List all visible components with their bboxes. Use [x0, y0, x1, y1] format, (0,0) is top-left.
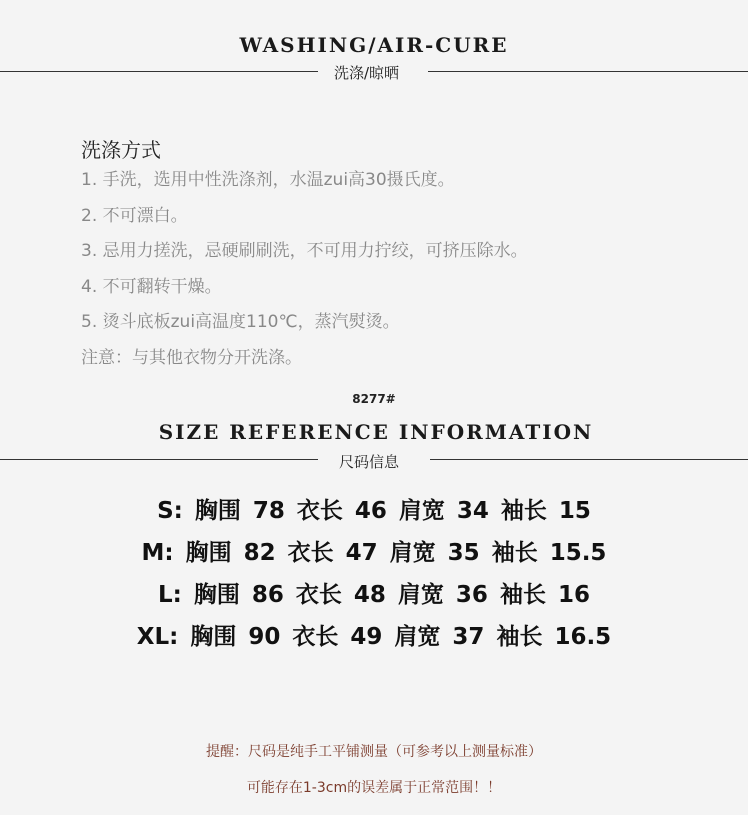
care-item: 5. 烫斗底板zui高温度110℃，蒸汽熨烫。 — [81, 312, 400, 332]
care-item: 4. 不可翻转干燥。 — [81, 276, 222, 297]
length-label: 衣长 — [295, 582, 342, 608]
washing-title-cn: 洗涤/晾晒 — [334, 64, 400, 82]
size-title-cn: 尺码信息 — [339, 453, 400, 471]
chest-label: 胸围 — [185, 540, 232, 566]
sleeve-label: 袖长 — [500, 498, 547, 524]
chest-value: 90 — [248, 624, 281, 650]
length-label: 衣长 — [287, 540, 334, 566]
size-row-xl — [0, 620, 748, 662]
sleeve-label: 袖长 — [491, 540, 538, 566]
shoulder-value: 37 — [452, 624, 485, 650]
length-value: 49 — [350, 624, 383, 650]
care-item: 3. 忌用力搓洗，忌硬刷刷洗，不可用力拧绞，可挤压除水。 — [81, 241, 528, 261]
sleeve-value: 15.5 — [549, 540, 607, 566]
measurement-note: 提醒：尺码是纯手工平铺测量（可参考以上测量标准） — [206, 744, 542, 760]
length-value: 46 — [354, 498, 387, 524]
model-number: 8277# — [352, 392, 396, 406]
size-label: S: — [157, 498, 183, 524]
shoulder-value: 36 — [455, 582, 488, 608]
size-title-en: SIZE REFERENCE INFORMATION — [158, 420, 594, 444]
washing-title-en: WASHING/AIR-CURE — [239, 33, 509, 57]
sleeve-value: 16.5 — [554, 624, 612, 650]
shoulder-label: 肩宽 — [389, 540, 436, 566]
chest-value: 82 — [243, 540, 276, 566]
sleeve-value: 15 — [558, 498, 591, 524]
size-label: XL: — [136, 624, 179, 650]
care-item: 1. 手洗，选用中性洗涤剂，水温zui高30摄氏度。 — [81, 170, 455, 190]
length-label: 衣长 — [292, 624, 339, 650]
shoulder-label: 肩宽 — [398, 498, 445, 524]
size-row-s — [0, 494, 748, 536]
sleeve-label: 袖长 — [499, 582, 546, 608]
size-divider-left — [0, 459, 318, 460]
size-table — [0, 494, 748, 662]
tolerance-note: 可能存在1-3cm的误差属于正常范围！！ — [246, 780, 502, 796]
shoulder-label: 肩宽 — [394, 624, 441, 650]
shoulder-label: 肩宽 — [397, 582, 444, 608]
shoulder-value: 34 — [456, 498, 489, 524]
sleeve-value: 16 — [557, 582, 590, 608]
chest-label: 胸围 — [193, 582, 240, 608]
shoulder-value: 35 — [447, 540, 480, 566]
chest-label: 胸围 — [190, 624, 237, 650]
care-item: 2. 不可漂白。 — [81, 205, 188, 226]
care-note: 注意：与其他衣物分开洗涤。 — [81, 347, 302, 368]
chest-label: 胸围 — [194, 498, 241, 524]
care-heading: 洗涤方式 — [81, 138, 161, 162]
size-row-m — [0, 536, 748, 578]
chest-value: 78 — [252, 498, 285, 524]
size-divider-right — [430, 459, 748, 460]
sleeve-label: 袖长 — [496, 624, 543, 650]
length-value: 47 — [345, 540, 378, 566]
washing-divider-left — [0, 71, 318, 72]
chest-value: 86 — [251, 582, 284, 608]
size-label: M: — [141, 540, 174, 566]
size-label: L: — [158, 582, 182, 608]
washing-divider-right — [428, 71, 748, 72]
care-instructions-list — [81, 168, 528, 381]
length-value: 48 — [353, 582, 386, 608]
length-label: 衣长 — [296, 498, 343, 524]
size-row-l — [0, 578, 748, 620]
